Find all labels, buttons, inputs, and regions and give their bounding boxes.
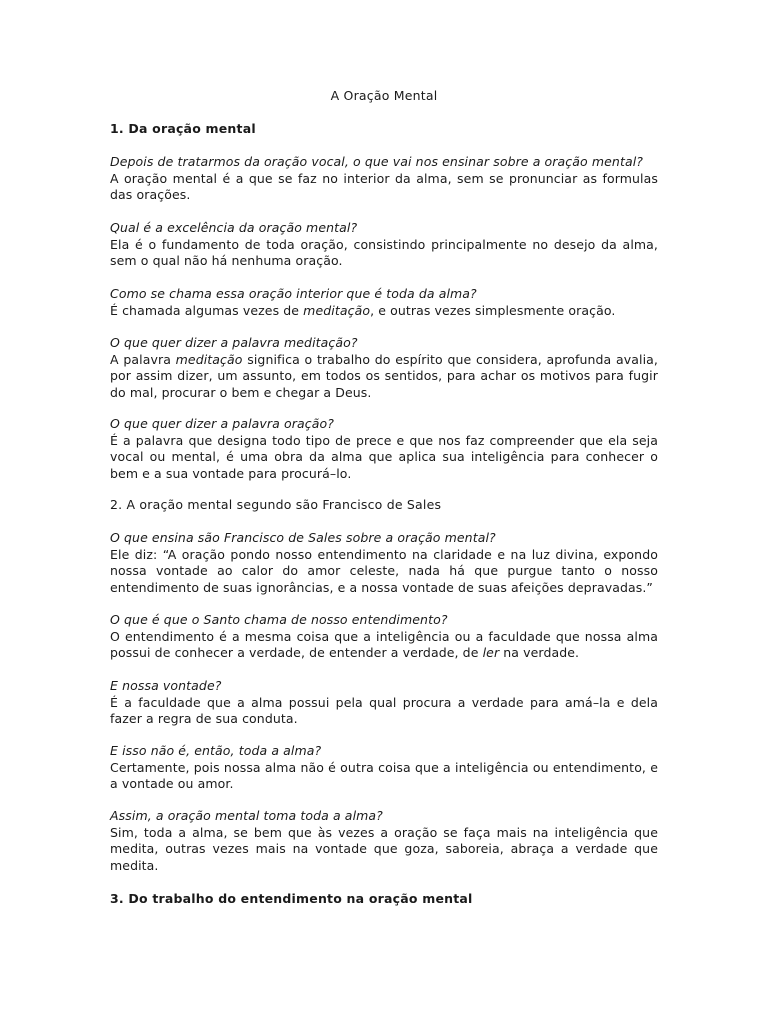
answer-text: Certamente, pois nossa alma não é outra coisa que a inteligência ou entendimento, e a vontade ou amor.: [110, 759, 658, 791]
section-2-heading: 2. A oração mental segundo são Francisco de Sales: [110, 497, 442, 512]
section-1-heading: 1. Da oração mental: [110, 121, 256, 136]
question-text: O que quer dizer a palavra oração?: [110, 416, 334, 431]
qa-block-4: [110, 335, 658, 401]
qa-block-1: [110, 154, 658, 204]
answer-text: É a faculdade que a alma possui pela qual procura a verdade para amá–la e dela fazer a regra de sua conduta.: [110, 694, 658, 726]
qa-block-3: [110, 286, 658, 319]
qa-block-10: [110, 808, 658, 874]
question-text: E isso não é, então, toda a alma?: [110, 743, 322, 758]
question-text: Qual é a excelência da oração mental?: [110, 220, 358, 235]
section-3-heading: 3. Do trabalho do entendimento na oração mental: [110, 891, 473, 906]
answer-text: A oração mental é a que se faz no interior da alma, sem se pronunciar as formulas das orações.: [110, 170, 658, 202]
document-title: A Oração Mental: [330, 88, 438, 103]
question-text: Assim, a oração mental toma toda a alma?: [110, 808, 383, 823]
qa-block-7: [110, 612, 658, 662]
question-text: Como se chama essa oração interior que é toda da alma?: [110, 286, 477, 301]
question-text: O que é que o Santo chama de nosso entendimento?: [110, 612, 448, 627]
question-text: Depois de tratarmos da oração vocal, o que vai nos ensinar sobre a oração mental?: [110, 154, 644, 169]
answer-text: Ele diz: “A oração pondo nosso entendimento na claridade e na luz divina, expondo nossa vontade ao calor do amor celeste, nada há que purgue tanto o nosso entendimento de suas ignorâncias, e a nossa vontade de suas afeições depravadas.”: [110, 546, 658, 595]
question-text: O que ensina são Francisco de Sales sobre a oração mental?: [110, 530, 496, 545]
qa-block-2: [110, 220, 658, 270]
answer-text: É chamada algumas vezes de meditação, e outras vezes simplesmente oração.: [110, 302, 616, 318]
answer-text: É a palavra que designa todo tipo de prece e que nos faz compreender que ela seja vocal ou mental, é uma obra da alma que aplica sua inteligência para conhecer o bem e a sua vontade para procurá–lo.: [110, 432, 658, 481]
answer-text: Ela é o fundamento de toda oração, consistindo principalmente no desejo da alma, sem o qual não há nenhuma oração.: [110, 236, 658, 268]
question-text: O que quer dizer a palavra meditação?: [110, 335, 358, 350]
answer-text: Sim, toda a alma, se bem que às vezes a oração se faça mais na inteligência que medita, outras vezes mais na vontade que goza, saboreia, abraça a verdade que medita.: [110, 824, 658, 873]
answer-text: A palavra meditação significa o trabalho do espírito que considera, aprofunda avalia, por assim dizer, um assunto, em todos os sentidos, para achar os motivos para fugir do mal, procurar o bem e chegar a Deus.: [110, 351, 658, 400]
qa-block-5: [110, 416, 658, 482]
question-text: E nossa vontade?: [110, 678, 222, 693]
qa-block-6: [110, 530, 658, 596]
qa-block-9: [110, 743, 658, 793]
answer-text: O entendimento é a mesma coisa que a inteligência ou a faculdade que nossa alma possui de conhecer a verdade, de entender a verdade, de ler na verdade.: [110, 628, 658, 660]
qa-block-8: [110, 678, 658, 728]
